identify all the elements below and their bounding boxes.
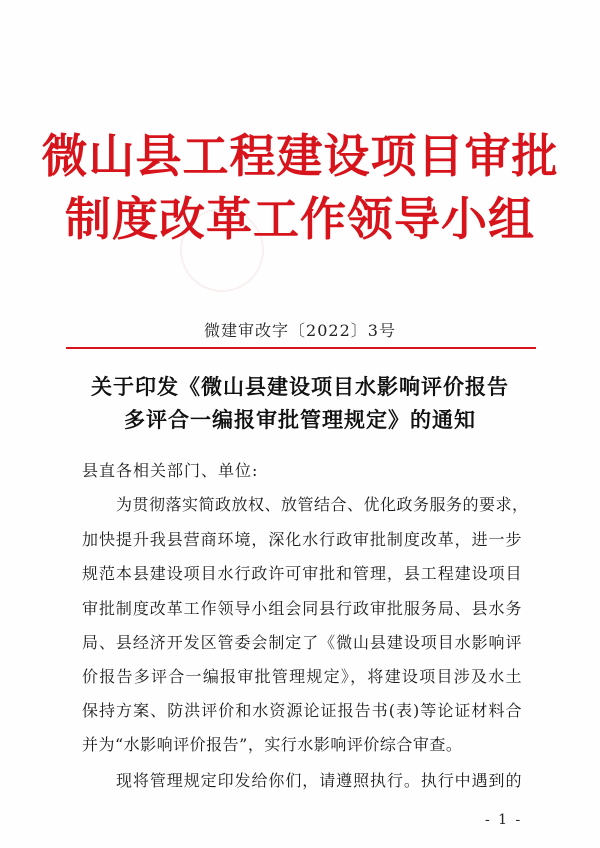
addressee: 县直各相关部门、单位: (82, 461, 259, 480)
document-number: 微建审改字〔2022〕3号 (204, 321, 396, 340)
body-line: 保持方案、防洪评价和水资源论证报告书(表)等论证材料合 (82, 701, 522, 720)
subject-title-line2: 多评合一编报审批管理规定》的通知 (124, 407, 476, 432)
body-line: 为贯彻落实简政放权、放管结合、优化政务服务的要求， (116, 495, 529, 514)
page-number: - 1 - (485, 812, 523, 828)
body-line: 现将管理规定印发给你们，请遵照执行。执行中遇到的 (116, 771, 522, 790)
subject-title-line1: 关于印发《微山县建设项目水影响评价报告 (91, 374, 509, 399)
body-line: 局、县经济开发区管委会制定了《微山县建设项目水影响评 (82, 633, 522, 652)
issuing-authority-title-line2: 制度改革工作领导小组 (65, 192, 535, 246)
body-line: 审批制度改革工作领导小组会同县行政审批服务局、县水务 (82, 599, 522, 618)
red-separator-rule (66, 347, 536, 349)
body-line: 规范本县建设项目水行政许可审批和管理，县工程建设项目 (82, 564, 522, 583)
body-line: 加快提升我县营商环境，深化水行政审批制度改革，进一步 (82, 530, 522, 549)
body-line: 并为“水影响评价报告”，实行水影响评价综合审查。 (82, 735, 463, 754)
issuing-authority-title-line1: 微山县工程建设项目审批 (41, 129, 559, 183)
body-line: 价报告多评合一编报审批管理规定》，将建设项目涉及水土 (82, 667, 522, 686)
